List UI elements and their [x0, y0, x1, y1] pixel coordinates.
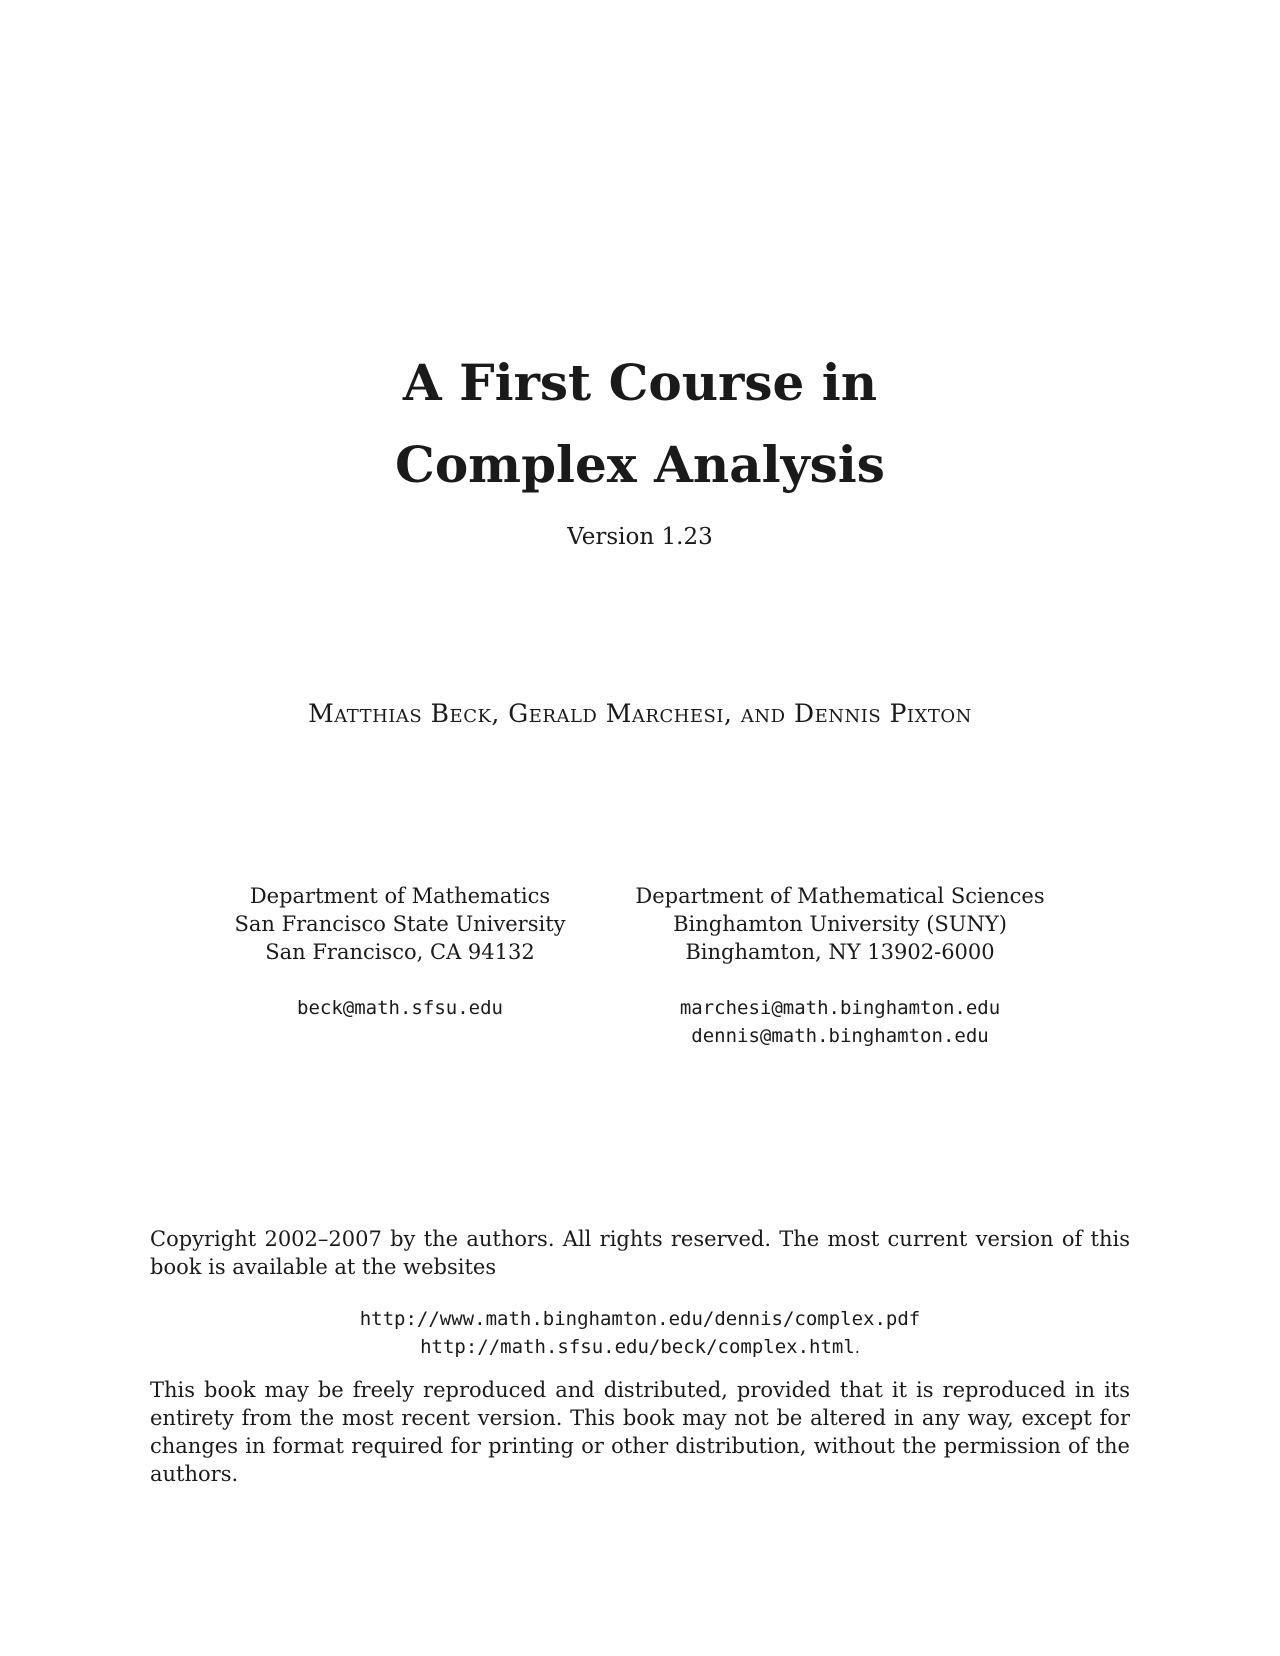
- website-list: [150, 1305, 1130, 1362]
- left-university: San Francisco State University: [234, 912, 566, 936]
- license-notice: This book may be freely reproduced and distributed, provided that it is reproduced in its entirety from the most recent version. This book may not be altered in any way, except for changes in format required for printing or other distribution, without the permission of the authors.: [150, 1378, 1130, 1486]
- left-department: Department of Mathematics: [249, 884, 551, 908]
- right-university: Binghamton University (SUNY): [673, 912, 1007, 936]
- version-label: Version 1.23: [567, 524, 713, 550]
- right-email-link-2[interactable]: dennis@math.binghamton.edu: [691, 1025, 989, 1047]
- book-title-line-1: A First Course in: [402, 353, 878, 412]
- website-link-html[interactable]: http://math.sfsu.edu/beck/complex.html: [420, 1336, 855, 1358]
- url-period: .: [854, 1338, 860, 1357]
- affiliation-left: [200, 882, 600, 1022]
- affiliation-right: [620, 882, 1060, 1050]
- author-list: Matthias Beck, Gerald Marchesi, and Dennis Pixton: [308, 699, 972, 728]
- right-address: Binghamton, NY 13902-6000: [685, 940, 995, 964]
- copyright-notice: Copyright 2002–2007 by the authors. All rights reserved. The most current version of this book is available at the websites: [150, 1227, 1130, 1279]
- right-department: Department of Mathematical Sciences: [635, 884, 1045, 908]
- right-email-link-1[interactable]: marchesi@math.binghamton.edu: [679, 997, 1001, 1019]
- left-address: San Francisco, CA 94132: [265, 940, 535, 964]
- book-title-line-2: Complex Analysis: [395, 435, 885, 494]
- website-link-pdf[interactable]: http://www.math.binghamton.edu/dennis/complex.pdf: [359, 1308, 921, 1330]
- left-email-link[interactable]: beck@math.sfsu.edu: [297, 997, 503, 1019]
